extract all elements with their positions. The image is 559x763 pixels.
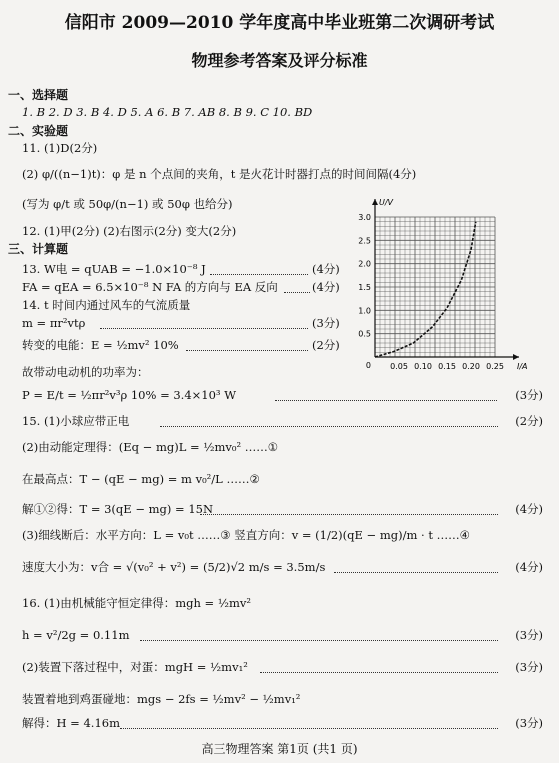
score-q15-1: (2分) — [515, 414, 543, 428]
answer-q15-3: 在最高点：T − (qE − mg) = m v₀²/L ……② — [22, 472, 260, 486]
score-q14-5: (3分) — [515, 388, 543, 402]
answer-q14-3: 转变的电能：E = ½mv² 10% — [22, 338, 179, 352]
answer-q16-4: 装置着地到鸡蛋碰地：mgs − 2fs = ½mv² − ½mv₁² — [22, 692, 301, 706]
answer-q15-1: 15. (1)小球应带正电 — [22, 414, 130, 428]
x-tick-label: 0.20 — [462, 362, 480, 371]
answer-q15-4: 解①②得：T = 3(qE − mg) = 15N — [22, 502, 214, 516]
answer-q14-5: P = E/t = ½πr²v³ρ 10% = 3.4×10³ W — [22, 388, 237, 402]
score-q13-1: (4分) — [312, 262, 340, 276]
answer-q14-1: 14. t 时间内通过风车的气流质量 — [22, 298, 191, 312]
score-q16-2: (3分) — [515, 628, 543, 642]
page-title: 信阳市 2009—2010 学年度高中毕业班第二次调研考试 — [64, 13, 495, 33]
answer-q16-1: 16. (1)由机械能守恒定律得：mgh = ½mv² — [22, 596, 252, 610]
page-subtitle: 物理参考答案及评分标准 — [191, 51, 368, 70]
score-q13-2: (4分) — [312, 280, 340, 294]
y-axis-label: U/V — [379, 198, 394, 207]
y-tick-label: 1.5 — [358, 283, 371, 292]
score-q14-2: (3分) — [312, 316, 340, 330]
score-q15-4: (4分) — [515, 502, 543, 516]
answer-q15-2: (2)由动能定理得：(Eq − mg)L = ½mv₀² ……① — [22, 440, 279, 454]
page-footer: 高三物理答案 第1页 (共1 页) — [201, 742, 358, 756]
section-choice: 一、选择题 — [8, 88, 69, 102]
y-tick-label: 2.5 — [358, 236, 371, 246]
x-tick-label: 0.15 — [438, 362, 456, 371]
x-tick-label: 0.10 — [414, 362, 432, 371]
score-q14-3: (2分) — [312, 338, 340, 352]
score-q16-3: (3分) — [515, 660, 543, 674]
section-experiment: 二、实验题 — [8, 124, 69, 138]
answer-q15-5: (3)细线断后：水平方向：L = v₀t ……③ 竖直方向：v = (1/2)(qE − mg)/m · t ……④ — [22, 528, 470, 542]
score-q15-6: (4分) — [515, 560, 543, 574]
x-axis-label: I/A — [517, 362, 528, 371]
x-tick-label: 0.25 — [486, 362, 504, 371]
answer-q16-3: (2)装置下落过程中，对蛋：mgH = ½mv₁² — [22, 660, 248, 674]
y-tick-label: 1.0 — [358, 306, 371, 316]
x-axis-arrow — [513, 354, 519, 360]
answer-q13-1: 13. W电 = qUAB = −1.0×10⁻⁸ J — [22, 262, 206, 276]
y-tick-label: 3.0 — [358, 213, 371, 222]
answer-q16-5: 解得：H = 4.16m — [22, 716, 120, 730]
answer-q16-2: h = v²/2g = 0.11m — [22, 628, 130, 642]
ui-chart — [345, 192, 545, 377]
answer-q11-2: (2) φ/((n−1)t)：φ 是 n 个点间的夹角，t 是火花计时器打点的时间间隔(4分) — [22, 167, 417, 181]
score-q16-5: (3分) — [515, 716, 543, 730]
answer-q13-2: FA = qEA = 6.5×10⁻⁸ N FA 的方向与 EA 反向 — [22, 280, 278, 294]
answer-q11-1: 11. (1)D(2分) — [22, 141, 98, 155]
y-tick-label: 2.0 — [358, 259, 371, 269]
answer-q14-2: m = πr²vtρ — [22, 316, 86, 330]
y-tick-label: 0.5 — [358, 329, 371, 339]
x-tick-label: 0.05 — [390, 362, 408, 371]
answer-mc: 1. B 2. D 3. B 4. D 5. A 6. B 7. AB 8. B 9. C 10. BD — [22, 105, 313, 119]
origin-label: 0 — [365, 361, 371, 370]
answer-q14-4: 故带动电动机的功率为： — [22, 365, 149, 379]
y-axis-arrow — [372, 199, 378, 205]
section-calculation: 三、计算题 — [8, 242, 69, 256]
answer-q11-3: (写为 φ/t 或 50φ/(n−1) 或 50φ 也给分) — [22, 197, 233, 211]
answer-q12: 12. (1)甲(2分) (2)右图示(2分) 变大(2分) — [22, 224, 237, 238]
answer-q15-6: 速度大小为：v合 = √(v₀² + v²) = (5/2)√2 m/s = 3.5m/s — [22, 560, 326, 574]
